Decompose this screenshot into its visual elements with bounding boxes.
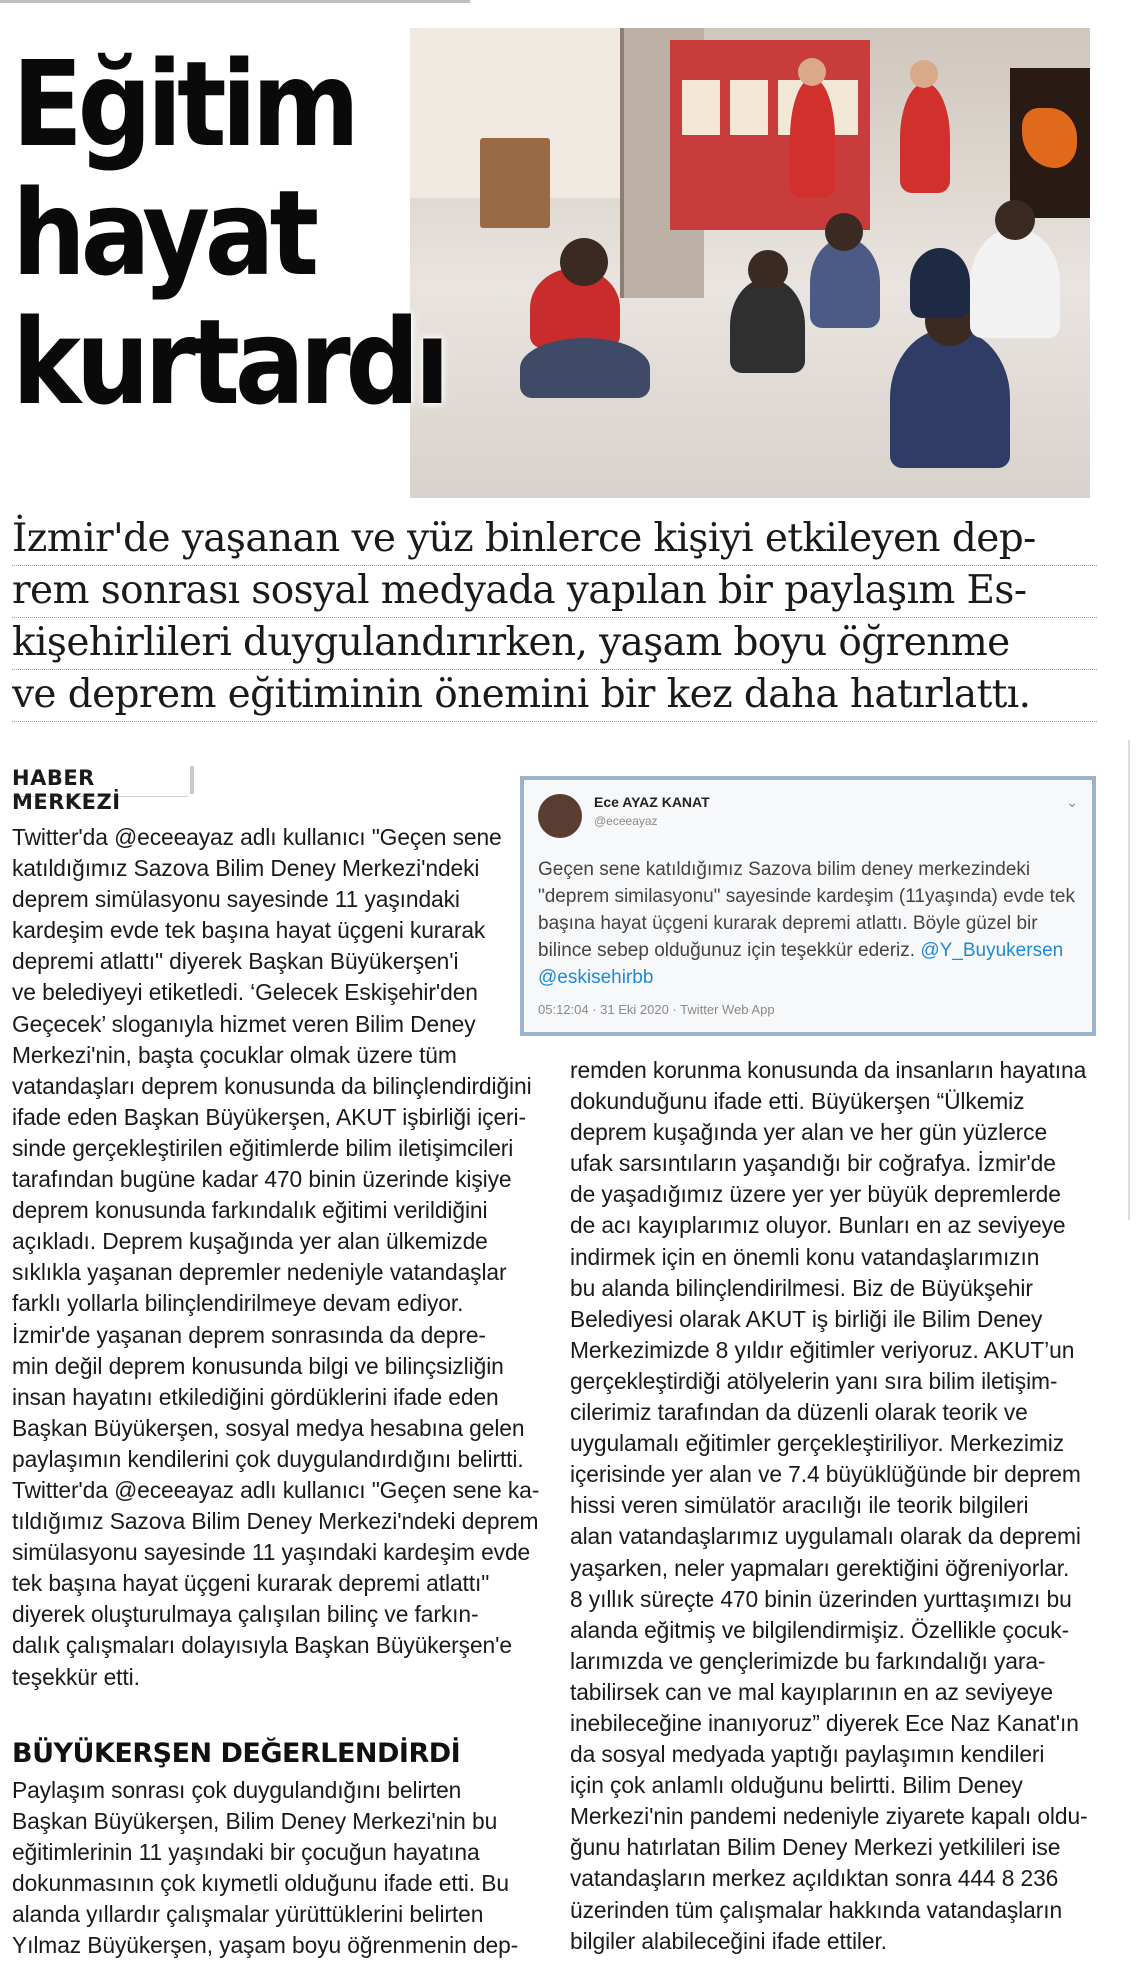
text-line: ğunu hatırlatan Bilim Deney Merkezi yetkilileri ise	[570, 1834, 1061, 1861]
tweet-embed	[520, 776, 1096, 1036]
headline-line: kurtardı	[12, 293, 445, 431]
text-line: İzmir'de yaşanan deprem sonrasında da depre-	[12, 1321, 486, 1348]
text-line: bilgiler alabileceğini ifade ettiler.	[570, 1927, 887, 1954]
text-line: min değil deprem konusunda bilgi ve bilinçsizliğin	[12, 1352, 504, 1379]
text-line: deprem simülasyonu sayesinde 11 yaşındaki	[12, 886, 460, 913]
text-line: ifade eden Başkan Büyükerşen, AKUT işbirliği içeri-	[12, 1103, 526, 1130]
photo-shelf	[480, 138, 550, 228]
photo-screen	[1010, 68, 1090, 218]
photo-child	[810, 238, 880, 328]
text-line: dokunduğunu ifade etti. Büyükerşen “Ülkemiz	[570, 1088, 1025, 1115]
text-line: deprem kuşağında yer alan ve her gün yüzlerce	[570, 1119, 1048, 1146]
deck-line: rem sonrası sosyal medyada yapılan bir paylaşım Es-	[12, 566, 1097, 618]
text-line: Merkezi'nin, başta çocuklar olmak üzere tüm	[12, 1041, 457, 1068]
subheading: BÜYÜKERŞEN DEĞERLENDİRDİ	[12, 1738, 461, 1769]
tweet-text: Geçen sene katıldığımız Sazova bilim deney merkezindeki "deprem similasyonu" sayesinde kardeşim (11yaşında) evde tek başına hayat üçgeni kurarak depremi atlattı. Böyle güzel bir bilince sebep olduğunuz için teşekkür ederiz.	[538, 859, 1075, 961]
text-line: vatandaşları deprem konusunda da bilinçlendirdiğini	[12, 1072, 532, 1099]
text-line: üzerinden tüm çalışmalar hakkında vatandaşların	[570, 1896, 1063, 1923]
chevron-down-icon: ⌄	[1066, 794, 1078, 810]
text-line: simülasyonu sayesinde 11 yaşındaki kardeşim evde	[12, 1539, 531, 1566]
article-photo	[410, 28, 1090, 498]
text-line: Twitter'da @eceeayaz adlı kullanıcı "Geçen sene ka-	[12, 1476, 540, 1503]
text-line: dalık çalışmaları dolayısıyla Başkan Büyükerşen'e	[12, 1632, 512, 1659]
headline-line: Eğitim	[12, 35, 355, 173]
headline-line: hayat	[12, 164, 314, 302]
text-line: farklı yollarla bilinçlendirilmeye devam ediyor.	[12, 1290, 464, 1317]
text-line: 8 yıllık süreçte 470 binin üzerinden yurttaşımızı bu	[570, 1585, 1072, 1612]
byline-text: HABER MERKEZİ	[12, 766, 121, 814]
text-line: de acı kayıplarımız oluyor. Bunları en az seviyeye	[570, 1212, 1066, 1239]
text-line: vatandaşların merkez açıldıktan sonra 444 8 236	[570, 1865, 1059, 1892]
text-line: insan hayatını etkilediğini gördüklerini ifade eden	[12, 1383, 499, 1410]
text-line: Geçecek’ sloganıyla hizmet veren Bilim Deney	[12, 1010, 476, 1037]
tweet-mention: @Y_Buyukersen	[920, 940, 1064, 961]
photo-head	[825, 213, 863, 251]
deck	[12, 514, 1097, 722]
text-line: Yılmaz Büyükerşen, yaşam boyu öğrenmenin dep-	[12, 1932, 519, 1959]
photo-instructor-head	[798, 58, 826, 86]
tweet-author-handle: @eceeayaz	[594, 814, 658, 828]
avatar	[538, 794, 582, 838]
photo-child	[890, 328, 1010, 468]
text-line: tıldığımız Sazova Bilim Deney Merkezi'ndeki deprem	[12, 1508, 539, 1535]
deck-line: kişehirlileri duygulandırırken, yaşam boyu öğrenme	[12, 618, 1097, 670]
text-line: Merkezi'nin pandemi nedeniyle ziyarete kapalı oldu-	[570, 1803, 1088, 1830]
text-line: gerçekleştirdiği atölyelerin yanı sıra bilim iletişim-	[570, 1367, 1058, 1394]
poster	[730, 80, 768, 135]
photo-child	[970, 228, 1060, 338]
article-column-1-continued	[12, 1775, 532, 1962]
text-line: de yaşadığımız üzere yer yer büyük depremlerde	[570, 1181, 1061, 1208]
text-line: ufak sarsıntıların yaşandığı bir coğrafya. İzmir'de	[570, 1150, 1056, 1177]
deck-line: İzmir'de yaşanan ve yüz binlerce kişiyi etkileyen dep-	[12, 514, 1097, 566]
text-line: da sosyal medyada yaptığı paylaşımın kendileri	[570, 1741, 1045, 1768]
text-line: diyerek oluşturulmaya çalışılan bilinç ve farkın-	[12, 1601, 479, 1628]
text-line: paylaşımın kendilerini çok duygulandırdığını belirtti.	[12, 1445, 524, 1472]
text-line: alanda eğitmiş ve bilgilendirmişiz. Özellikle çocuk-	[570, 1616, 1070, 1643]
deck-line: ve deprem eğitiminin önemini bir kez daha hatırlattı.	[12, 670, 1097, 722]
text-line: tarafından bugüne kadar 470 binin üzerinde kişiye	[12, 1166, 512, 1193]
tweet-mention: @eskisehirbb	[538, 967, 654, 988]
photo-head	[748, 250, 788, 290]
text-line: açıkladı. Deprem kuşağında yer alan ülkemizde	[12, 1228, 488, 1255]
text-line: Paylaşım sonrası çok duygulandığını belirten	[12, 1777, 462, 1803]
text-line: teşekkür etti.	[12, 1663, 140, 1690]
text-line: indirmek için en önemli konu vatandaşlarımızın	[570, 1243, 1040, 1270]
photo-legs	[520, 338, 650, 398]
tweet-author-name: Ece AYAZ KANAT	[594, 794, 710, 810]
text-line: sıklıkla yaşanan depremler nedeniyle vatandaşlar	[12, 1259, 507, 1286]
photo-child	[910, 248, 970, 318]
photo-head	[560, 238, 608, 286]
text-line: ve belediyeyi etiketledi. ‘Gelecek Eskişehir'den	[12, 979, 478, 1006]
text-line: Twitter'da @eceeayaz adlı kullanıcı "Geçen sene	[12, 824, 502, 850]
photo-head	[995, 200, 1035, 240]
text-line: inebileceğine inanıyoruz” diyerek Ece Naz Kanat'ın	[570, 1709, 1079, 1736]
text-line: katıldığımız Sazova Bilim Deney Merkezi'ndeki	[12, 855, 480, 882]
text-line: yaşarken, neler yapmaları gerektiğini öğreniyorlar.	[570, 1554, 1070, 1581]
text-line: kardeşim evde tek başına hayat üçgeni kurarak	[12, 917, 486, 944]
text-line: Başkan Büyükerşen, Bilim Deney Merkezi'nin bu	[12, 1808, 498, 1835]
text-line: hissi veren simülatör aracılığı ile teorik bilgileri	[570, 1492, 1029, 1519]
article-column-1	[12, 822, 540, 1693]
text-line: cilerimiz tarafından da düzenli olarak teorik ve	[570, 1399, 1028, 1426]
text-line: Belediyesi olarak AKUT iş birliği ile Bilim Deney	[570, 1305, 1043, 1332]
page-edge	[1128, 740, 1130, 1220]
photo-display-board	[670, 40, 870, 230]
text-line: bu alanda bilinçlendirilmesi. Biz de Büyükşehir	[570, 1274, 1033, 1301]
photo-instructor-head	[910, 60, 938, 88]
text-line: larımızda ve gençlerimizde bu farkındalığı yara-	[570, 1647, 1046, 1674]
text-line: remden korunma konusunda da insanların hayatına	[570, 1057, 1087, 1083]
text-line: içerisinde yer alan ve 7.4 büyüklüğünde bir deprem	[570, 1461, 1081, 1488]
text-line: alan vatandaşlarımız uygulamalı olarak da depremi	[570, 1523, 1081, 1550]
text-line: sinde gerçekleştirilen eğitimlerde bilim iletişimcileri	[12, 1134, 514, 1161]
photo-map	[1022, 108, 1077, 168]
article-column-2	[570, 1055, 1098, 1957]
tweet-body	[538, 856, 1078, 991]
photo-instructor	[790, 78, 835, 198]
text-line: için çok anlamlı olduğunu belirtti. Bilim Deney	[570, 1772, 1023, 1799]
text-line: tabilirsek can ve mal kayıplarının en az seviyeye	[570, 1678, 1053, 1705]
text-line: eğitimlerinin 11 yaşındaki bir çocuğun hayatına	[12, 1839, 480, 1866]
headline	[12, 35, 445, 431]
tweet-meta: 05:12:04 · 31 Eki 2020 · Twitter Web App	[538, 1002, 775, 1017]
poster	[682, 80, 720, 135]
text-line: alanda yıllardır çalışmalar yürüttüklerini belirten	[12, 1901, 484, 1928]
text-line: deprem konusunda farkındalık eğitimi verildiğini	[12, 1197, 488, 1224]
photo-instructor	[900, 83, 950, 193]
byline-bar	[190, 766, 194, 794]
text-line: dokunmasının çok kıymetli olduğunu ifade etti. Bu	[12, 1870, 509, 1897]
text-line: Başkan Büyükerşen, sosyal medya hesabına gelen	[12, 1414, 525, 1441]
photo-child	[730, 278, 805, 373]
text-line: depremi atlattı" diyerek Başkan Büyükerşen'i	[12, 948, 459, 975]
text-line: uygulamalı eğitimler gerçekleştiriliyor. Merkezimiz	[570, 1430, 1065, 1457]
text-line: tek başına hayat üçgeni kurarak depremi atlattı"	[12, 1570, 490, 1597]
top-rule	[0, 0, 470, 3]
byline	[12, 766, 188, 814]
text-line: Merkezimizde 8 yıldır eğitimler veriyoruz. AKUT’un	[570, 1336, 1075, 1363]
